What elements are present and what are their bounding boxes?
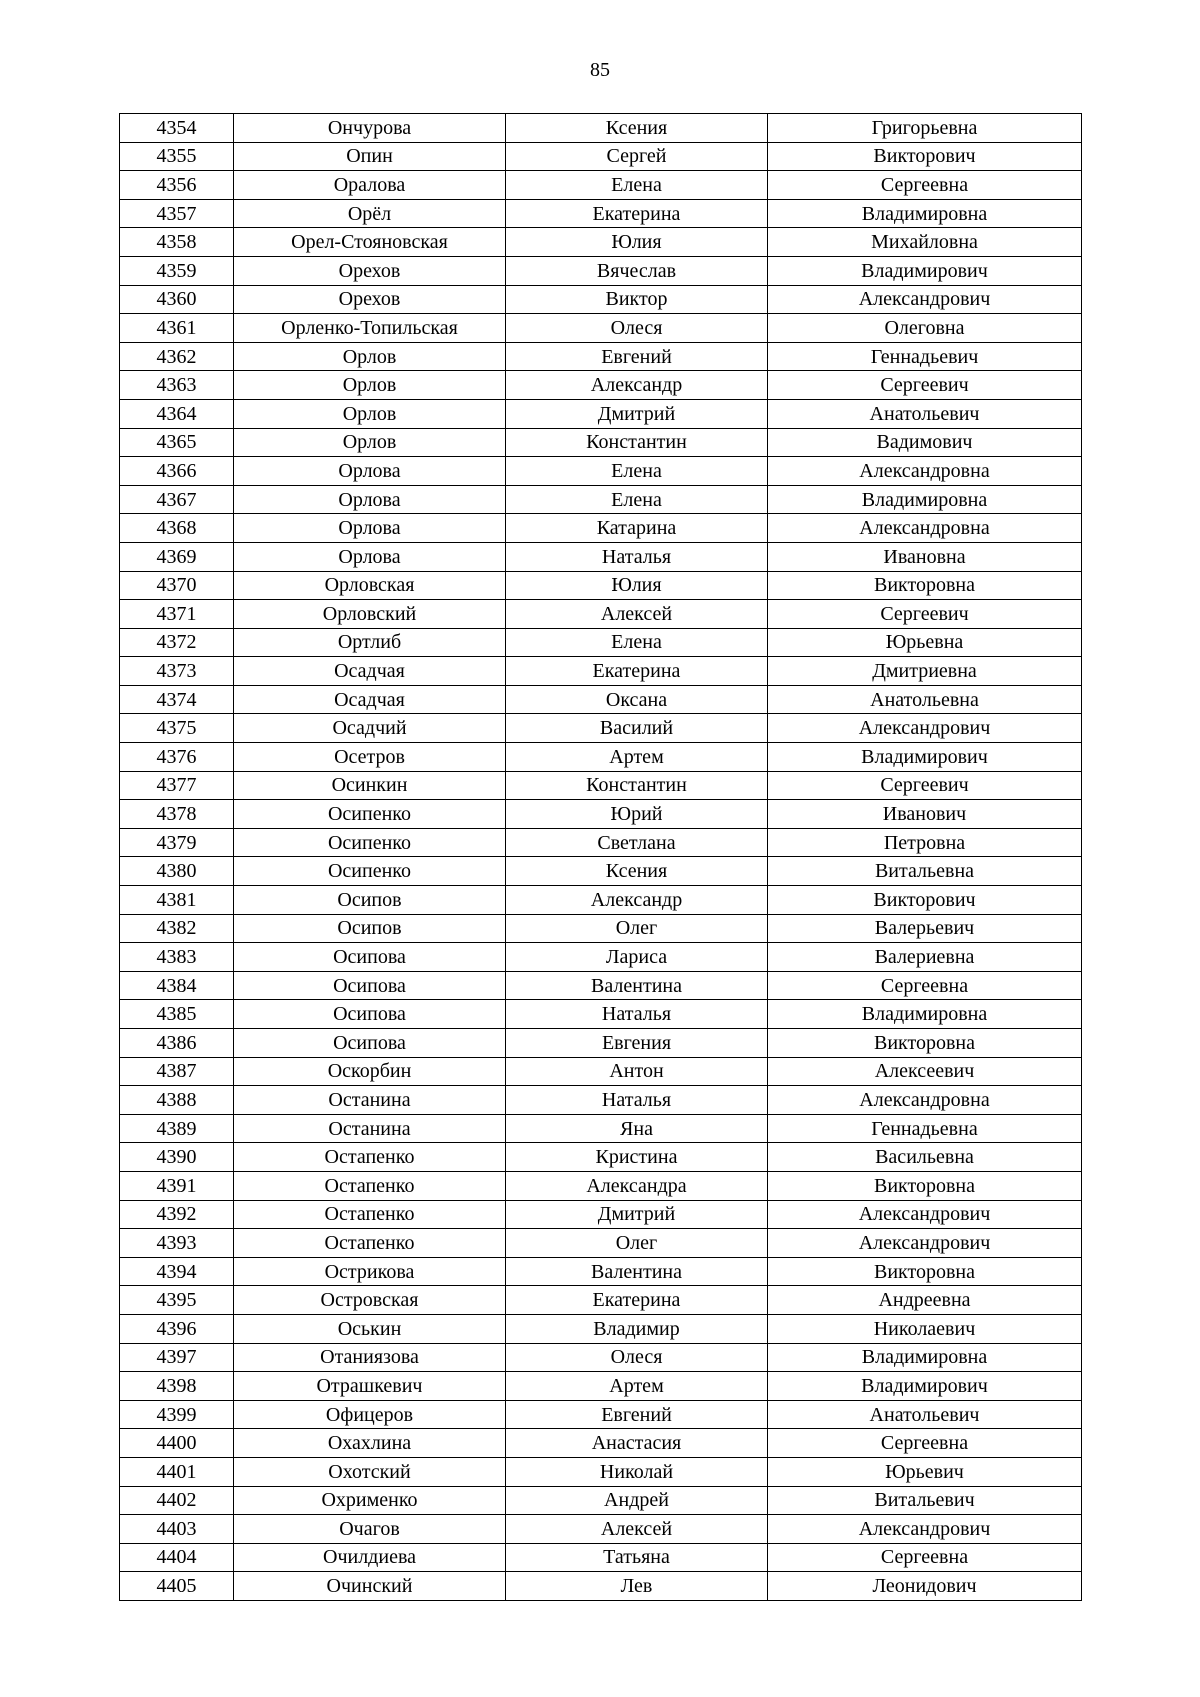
patronymic-cell: Сергеевич — [768, 600, 1082, 629]
given-name-cell: Александр — [506, 371, 768, 400]
roster-table — [119, 113, 1082, 1601]
patronymic-cell: Геннадьевна — [768, 1114, 1082, 1143]
surname-cell: Остапенко — [234, 1171, 506, 1200]
table-row — [120, 1257, 1082, 1286]
given-name-cell: Ксения — [506, 114, 768, 143]
row-number-cell: 4363 — [120, 371, 234, 400]
surname-cell: Осипова — [234, 1029, 506, 1058]
row-number-cell: 4399 — [120, 1400, 234, 1429]
row-number-cell: 4387 — [120, 1057, 234, 1086]
table-row — [120, 285, 1082, 314]
given-name-cell: Лев — [506, 1572, 768, 1601]
table-row — [120, 1543, 1082, 1572]
given-name-cell: Елена — [506, 628, 768, 657]
table-row — [120, 857, 1082, 886]
table-row — [120, 371, 1082, 400]
surname-cell: Останина — [234, 1114, 506, 1143]
patronymic-cell: Юрьевич — [768, 1457, 1082, 1486]
patronymic-cell: Сергеевна — [768, 1429, 1082, 1458]
table-row — [120, 1486, 1082, 1515]
patronymic-cell: Викторович — [768, 886, 1082, 915]
row-number-cell: 4405 — [120, 1572, 234, 1601]
row-number-cell: 4379 — [120, 828, 234, 857]
surname-cell: Оралова — [234, 171, 506, 200]
surname-cell: Ортлиб — [234, 628, 506, 657]
given-name-cell: Яна — [506, 1114, 768, 1143]
surname-cell: Оськин — [234, 1314, 506, 1343]
patronymic-cell: Александровна — [768, 514, 1082, 543]
patronymic-cell: Ивановна — [768, 542, 1082, 571]
table-row — [120, 1029, 1082, 1058]
given-name-cell: Валентина — [506, 971, 768, 1000]
given-name-cell: Евгения — [506, 1029, 768, 1058]
surname-cell: Орловский — [234, 600, 506, 629]
table-row — [120, 1229, 1082, 1258]
given-name-cell: Виктор — [506, 285, 768, 314]
row-number-cell: 4401 — [120, 1457, 234, 1486]
surname-cell: Осетров — [234, 743, 506, 772]
row-number-cell: 4394 — [120, 1257, 234, 1286]
table-row — [120, 1000, 1082, 1029]
patronymic-cell: Анатольевна — [768, 685, 1082, 714]
table-row — [120, 800, 1082, 829]
row-number-cell: 4403 — [120, 1515, 234, 1544]
given-name-cell: Анастасия — [506, 1429, 768, 1458]
surname-cell: Осипова — [234, 943, 506, 972]
patronymic-cell: Владимирович — [768, 1372, 1082, 1401]
table-row — [120, 199, 1082, 228]
given-name-cell: Елена — [506, 485, 768, 514]
table-row — [120, 1086, 1082, 1115]
surname-cell: Островская — [234, 1286, 506, 1315]
table-row — [120, 886, 1082, 915]
row-number-cell: 4355 — [120, 142, 234, 171]
given-name-cell: Андрей — [506, 1486, 768, 1515]
patronymic-cell: Александрович — [768, 285, 1082, 314]
given-name-cell: Евгений — [506, 342, 768, 371]
row-number-cell: 4386 — [120, 1029, 234, 1058]
given-name-cell: Наталья — [506, 1000, 768, 1029]
given-name-cell: Вячеслав — [506, 256, 768, 285]
patronymic-cell: Витальевич — [768, 1486, 1082, 1515]
given-name-cell: Александра — [506, 1171, 768, 1200]
row-number-cell: 4358 — [120, 228, 234, 257]
patronymic-cell: Владимировна — [768, 199, 1082, 228]
surname-cell: Орлов — [234, 342, 506, 371]
patronymic-cell: Анатольевич — [768, 399, 1082, 428]
table-row — [120, 685, 1082, 714]
row-number-cell: 4371 — [120, 600, 234, 629]
table-row — [120, 943, 1082, 972]
row-number-cell: 4383 — [120, 943, 234, 972]
given-name-cell: Василий — [506, 714, 768, 743]
table-row — [120, 743, 1082, 772]
given-name-cell: Сергей — [506, 142, 768, 171]
surname-cell: Ончурова — [234, 114, 506, 143]
table-row — [120, 828, 1082, 857]
given-name-cell: Олег — [506, 914, 768, 943]
row-number-cell: 4360 — [120, 285, 234, 314]
row-number-cell: 4369 — [120, 542, 234, 571]
table-row — [120, 1057, 1082, 1086]
surname-cell: Очагов — [234, 1515, 506, 1544]
given-name-cell: Кристина — [506, 1143, 768, 1172]
patronymic-cell: Петровна — [768, 828, 1082, 857]
surname-cell: Орленко-Топильская — [234, 314, 506, 343]
table-row — [120, 1400, 1082, 1429]
row-number-cell: 4389 — [120, 1114, 234, 1143]
table-row — [120, 171, 1082, 200]
patronymic-cell: Владимирович — [768, 256, 1082, 285]
given-name-cell: Артем — [506, 743, 768, 772]
surname-cell: Охахлина — [234, 1429, 506, 1458]
row-number-cell: 4393 — [120, 1229, 234, 1258]
given-name-cell: Константин — [506, 428, 768, 457]
surname-cell: Очинский — [234, 1572, 506, 1601]
table-row — [120, 1343, 1082, 1372]
table-row — [120, 771, 1082, 800]
given-name-cell: Лариса — [506, 943, 768, 972]
surname-cell: Оскорбин — [234, 1057, 506, 1086]
row-number-cell: 4372 — [120, 628, 234, 657]
row-number-cell: 4400 — [120, 1429, 234, 1458]
patronymic-cell: Викторовна — [768, 571, 1082, 600]
surname-cell: Остапенко — [234, 1200, 506, 1229]
row-number-cell: 4354 — [120, 114, 234, 143]
given-name-cell: Антон — [506, 1057, 768, 1086]
table-row — [120, 628, 1082, 657]
surname-cell: Орехов — [234, 285, 506, 314]
patronymic-cell: Олеговна — [768, 314, 1082, 343]
patronymic-cell: Анатольевич — [768, 1400, 1082, 1429]
row-number-cell: 4356 — [120, 171, 234, 200]
row-number-cell: 4365 — [120, 428, 234, 457]
given-name-cell: Александр — [506, 886, 768, 915]
given-name-cell: Валентина — [506, 1257, 768, 1286]
patronymic-cell: Владимировна — [768, 485, 1082, 514]
row-number-cell: 4396 — [120, 1314, 234, 1343]
page-number: 85 — [590, 59, 610, 81]
patronymic-cell: Александровна — [768, 457, 1082, 486]
surname-cell: Орёл — [234, 199, 506, 228]
table-row — [120, 1429, 1082, 1458]
row-number-cell: 4392 — [120, 1200, 234, 1229]
patronymic-cell: Сергеевич — [768, 771, 1082, 800]
given-name-cell: Светлана — [506, 828, 768, 857]
row-number-cell: 4357 — [120, 199, 234, 228]
row-number-cell: 4397 — [120, 1343, 234, 1372]
surname-cell: Осинкин — [234, 771, 506, 800]
row-number-cell: 4391 — [120, 1171, 234, 1200]
table-row — [120, 1572, 1082, 1601]
patronymic-cell: Владимировна — [768, 1000, 1082, 1029]
patronymic-cell: Григорьевна — [768, 114, 1082, 143]
row-number-cell: 4377 — [120, 771, 234, 800]
row-number-cell: 4404 — [120, 1543, 234, 1572]
surname-cell: Орел-Стояновская — [234, 228, 506, 257]
surname-cell: Очилдиева — [234, 1543, 506, 1572]
row-number-cell: 4395 — [120, 1286, 234, 1315]
given-name-cell: Дмитрий — [506, 1200, 768, 1229]
given-name-cell: Екатерина — [506, 199, 768, 228]
surname-cell: Осипова — [234, 1000, 506, 1029]
patronymic-cell: Александрович — [768, 714, 1082, 743]
given-name-cell: Алексей — [506, 1515, 768, 1544]
surname-cell: Охрименко — [234, 1486, 506, 1515]
table-row — [120, 1171, 1082, 1200]
surname-cell: Офицеров — [234, 1400, 506, 1429]
surname-cell: Орлов — [234, 371, 506, 400]
surname-cell: Орлова — [234, 485, 506, 514]
surname-cell: Отрашкевич — [234, 1372, 506, 1401]
row-number-cell: 4359 — [120, 256, 234, 285]
surname-cell: Остапенко — [234, 1229, 506, 1258]
surname-cell: Орлова — [234, 514, 506, 543]
row-number-cell: 4381 — [120, 886, 234, 915]
given-name-cell: Николай — [506, 1457, 768, 1486]
row-number-cell: 4388 — [120, 1086, 234, 1115]
given-name-cell: Дмитрий — [506, 399, 768, 428]
surname-cell: Орлова — [234, 457, 506, 486]
table-row — [120, 114, 1082, 143]
given-name-cell: Артем — [506, 1372, 768, 1401]
patronymic-cell: Николаевич — [768, 1314, 1082, 1343]
patronymic-cell: Александрович — [768, 1515, 1082, 1544]
surname-cell: Осадчая — [234, 685, 506, 714]
table-row — [120, 428, 1082, 457]
table-row — [120, 1457, 1082, 1486]
given-name-cell: Екатерина — [506, 1286, 768, 1315]
table-row — [120, 514, 1082, 543]
table-row — [120, 399, 1082, 428]
row-number-cell: 4398 — [120, 1372, 234, 1401]
patronymic-cell: Владимировна — [768, 1343, 1082, 1372]
table-row — [120, 571, 1082, 600]
patronymic-cell: Витальевна — [768, 857, 1082, 886]
surname-cell: Опин — [234, 142, 506, 171]
table-row — [120, 485, 1082, 514]
patronymic-cell: Вадимович — [768, 428, 1082, 457]
given-name-cell: Оксана — [506, 685, 768, 714]
surname-cell: Орлов — [234, 399, 506, 428]
row-number-cell: 4382 — [120, 914, 234, 943]
table-row — [120, 457, 1082, 486]
surname-cell: Осипов — [234, 886, 506, 915]
patronymic-cell: Валерьевич — [768, 914, 1082, 943]
row-number-cell: 4385 — [120, 1000, 234, 1029]
table-row — [120, 256, 1082, 285]
given-name-cell: Ксения — [506, 857, 768, 886]
row-number-cell: 4374 — [120, 685, 234, 714]
surname-cell: Останина — [234, 1086, 506, 1115]
patronymic-cell: Сергеевна — [768, 171, 1082, 200]
row-number-cell: 4362 — [120, 342, 234, 371]
surname-cell: Орлова — [234, 542, 506, 571]
given-name-cell: Юрий — [506, 800, 768, 829]
patronymic-cell: Александровна — [768, 1086, 1082, 1115]
table-row — [120, 1286, 1082, 1315]
patronymic-cell: Иванович — [768, 800, 1082, 829]
surname-cell: Осипов — [234, 914, 506, 943]
given-name-cell: Юлия — [506, 228, 768, 257]
table-row — [120, 314, 1082, 343]
surname-cell: Осадчая — [234, 657, 506, 686]
surname-cell: Острикова — [234, 1257, 506, 1286]
given-name-cell: Елена — [506, 457, 768, 486]
given-name-cell: Наталья — [506, 1086, 768, 1115]
table-row — [120, 1200, 1082, 1229]
table-row — [120, 228, 1082, 257]
row-number-cell: 4378 — [120, 800, 234, 829]
table-row — [120, 914, 1082, 943]
surname-cell: Осипенко — [234, 800, 506, 829]
table-row — [120, 1515, 1082, 1544]
table-row — [120, 142, 1082, 171]
given-name-cell: Константин — [506, 771, 768, 800]
patronymic-cell: Сергеевна — [768, 1543, 1082, 1572]
row-number-cell: 4364 — [120, 399, 234, 428]
surname-cell: Охотский — [234, 1457, 506, 1486]
patronymic-cell: Александрович — [768, 1229, 1082, 1258]
surname-cell: Осипенко — [234, 828, 506, 857]
row-number-cell: 4380 — [120, 857, 234, 886]
row-number-cell: 4376 — [120, 743, 234, 772]
surname-cell: Отаниязова — [234, 1343, 506, 1372]
row-number-cell: 4375 — [120, 714, 234, 743]
patronymic-cell: Викторовна — [768, 1171, 1082, 1200]
surname-cell: Осипенко — [234, 857, 506, 886]
table-row — [120, 657, 1082, 686]
table-row — [120, 1372, 1082, 1401]
surname-cell: Остапенко — [234, 1143, 506, 1172]
given-name-cell: Татьяна — [506, 1543, 768, 1572]
table-row — [120, 971, 1082, 1000]
patronymic-cell: Дмитриевна — [768, 657, 1082, 686]
row-number-cell: 4402 — [120, 1486, 234, 1515]
table-row — [120, 1314, 1082, 1343]
table-row — [120, 1143, 1082, 1172]
patronymic-cell: Геннадьевич — [768, 342, 1082, 371]
row-number-cell: 4368 — [120, 514, 234, 543]
given-name-cell: Катарина — [506, 514, 768, 543]
patronymic-cell: Викторовна — [768, 1029, 1082, 1058]
table-row — [120, 714, 1082, 743]
given-name-cell: Олеся — [506, 1343, 768, 1372]
surname-cell: Орловская — [234, 571, 506, 600]
given-name-cell: Наталья — [506, 542, 768, 571]
roster-table-body — [120, 114, 1082, 1601]
given-name-cell: Владимир — [506, 1314, 768, 1343]
patronymic-cell: Юрьевна — [768, 628, 1082, 657]
patronymic-cell: Андреевна — [768, 1286, 1082, 1315]
surname-cell: Осадчий — [234, 714, 506, 743]
patronymic-cell: Викторович — [768, 142, 1082, 171]
given-name-cell: Евгений — [506, 1400, 768, 1429]
patronymic-cell: Валериевна — [768, 943, 1082, 972]
patronymic-cell: Михайловна — [768, 228, 1082, 257]
surname-cell: Орлов — [234, 428, 506, 457]
given-name-cell: Юлия — [506, 571, 768, 600]
patronymic-cell: Сергеевна — [768, 971, 1082, 1000]
given-name-cell: Елена — [506, 171, 768, 200]
patronymic-cell: Александрович — [768, 1200, 1082, 1229]
given-name-cell: Екатерина — [506, 657, 768, 686]
patronymic-cell: Леонидович — [768, 1572, 1082, 1601]
patronymic-cell: Сергеевич — [768, 371, 1082, 400]
table-row — [120, 1114, 1082, 1143]
row-number-cell: 4367 — [120, 485, 234, 514]
row-number-cell: 4390 — [120, 1143, 234, 1172]
row-number-cell: 4373 — [120, 657, 234, 686]
row-number-cell: 4370 — [120, 571, 234, 600]
table-row — [120, 600, 1082, 629]
table-row — [120, 342, 1082, 371]
given-name-cell: Алексей — [506, 600, 768, 629]
patronymic-cell: Васильевна — [768, 1143, 1082, 1172]
patronymic-cell: Владимирович — [768, 743, 1082, 772]
row-number-cell: 4366 — [120, 457, 234, 486]
row-number-cell: 4384 — [120, 971, 234, 1000]
given-name-cell: Олег — [506, 1229, 768, 1258]
surname-cell: Орехов — [234, 256, 506, 285]
patronymic-cell: Алексеевич — [768, 1057, 1082, 1086]
given-name-cell: Олеся — [506, 314, 768, 343]
row-number-cell: 4361 — [120, 314, 234, 343]
patronymic-cell: Викторовна — [768, 1257, 1082, 1286]
surname-cell: Осипова — [234, 971, 506, 1000]
table-row — [120, 542, 1082, 571]
